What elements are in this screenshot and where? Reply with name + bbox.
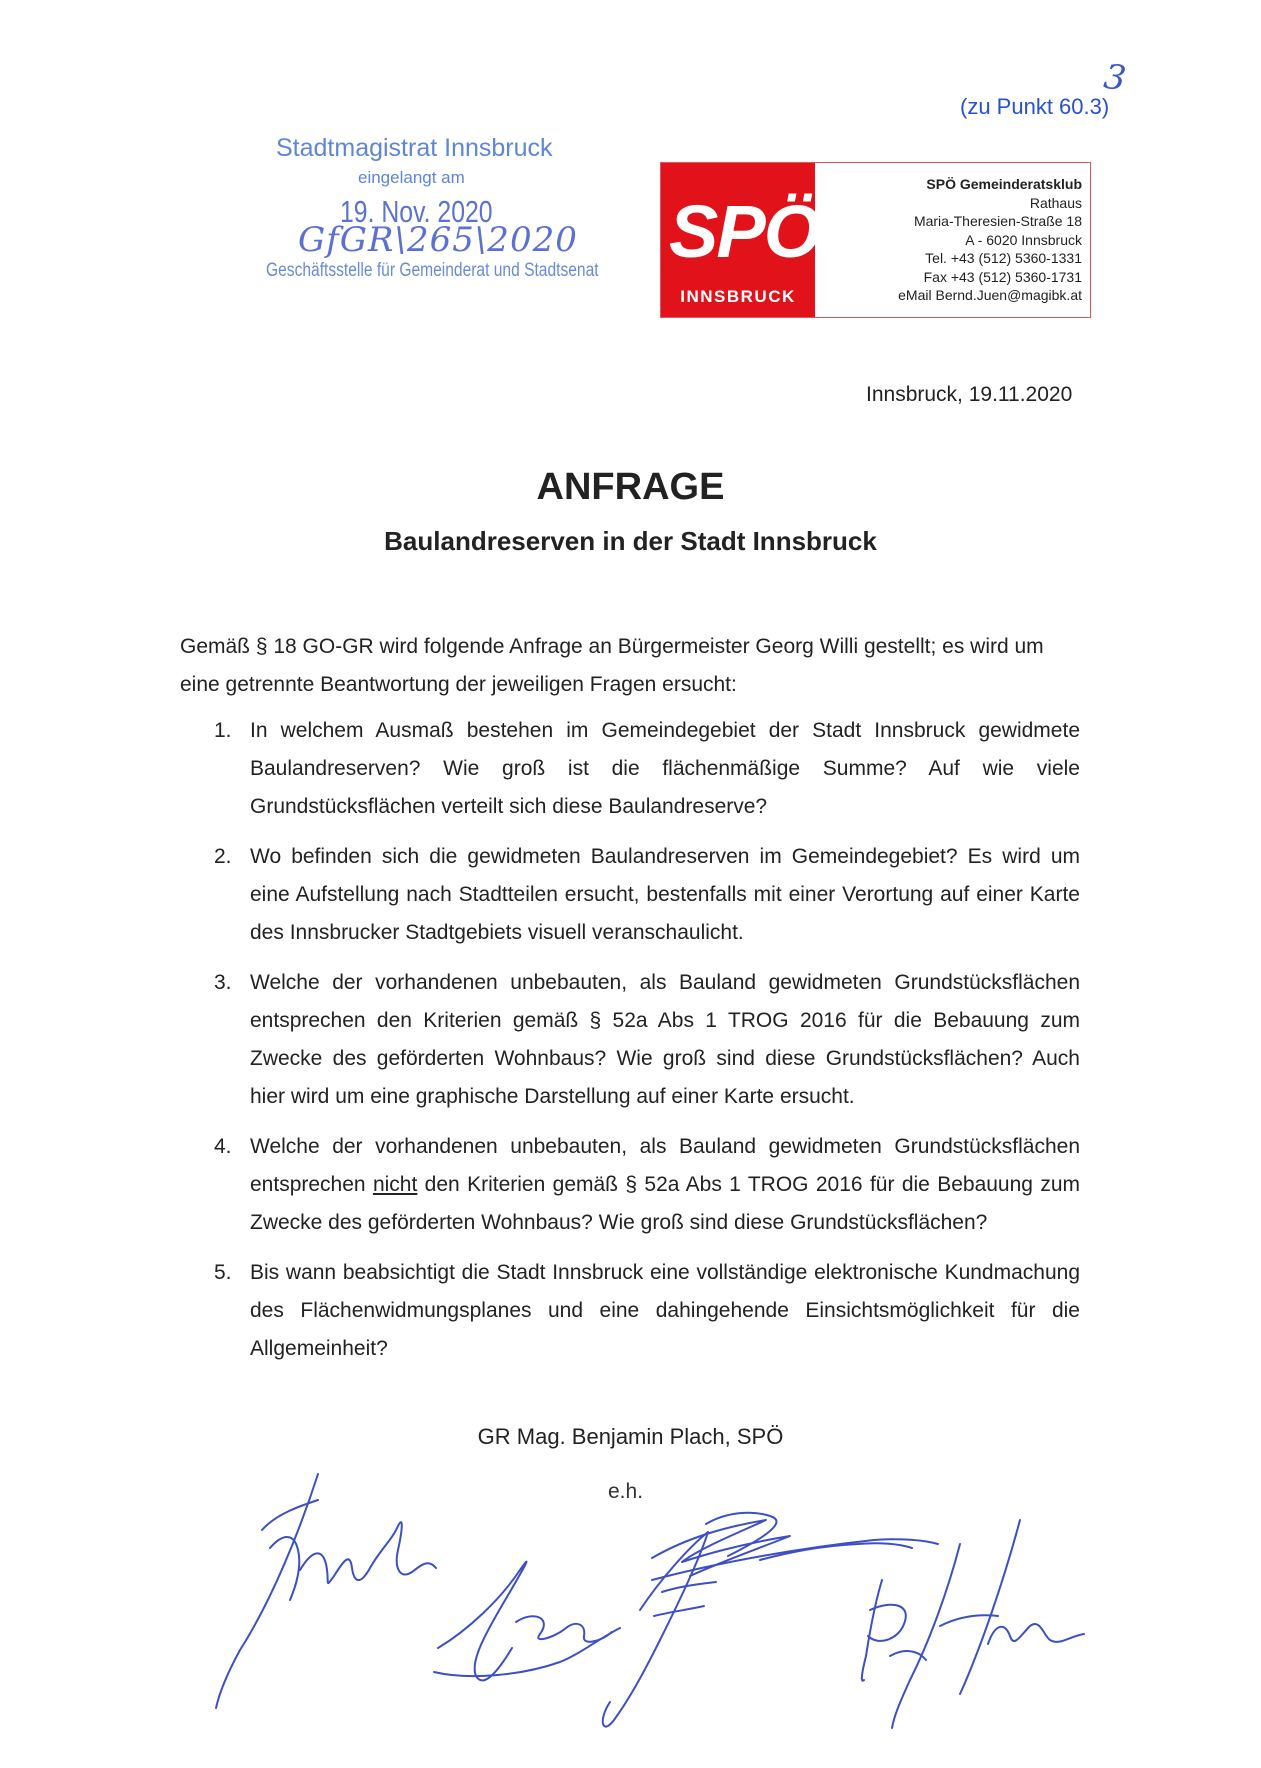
signatures xyxy=(0,1440,1261,1768)
signature-stroke xyxy=(434,1628,620,1676)
stamp-office: Geschäftsstelle für Gemeinderat und Stadtsenat xyxy=(266,260,599,281)
item-number: 4. xyxy=(214,1135,232,1158)
item-text: den Kriterien gemäß § 52a Abs 1 TROG 2016 für die Bebauung zum Zwecke des geförderten Wohnbaus? Wie groß sind diese Grundstücksflächen? xyxy=(250,1173,1081,1234)
signature-stroke xyxy=(940,1615,1084,1644)
signature-stroke xyxy=(654,1582,716,1616)
stamp-date: 19. Nov. 2020 xyxy=(340,194,493,229)
signature-stroke xyxy=(862,1580,882,1681)
question-list xyxy=(180,712,1080,1380)
signature-stroke xyxy=(892,1544,960,1728)
signature-stroke xyxy=(300,1522,436,1583)
item-text: Welche der vorhandenen unbebauten, als Bauland gewidmeten Grundstücksflächen entsprechen xyxy=(250,1135,1080,1196)
signature-stroke xyxy=(960,1520,1020,1694)
signature-stroke xyxy=(438,1562,527,1681)
club-address xyxy=(898,175,1082,305)
document-title: ANFRAGE xyxy=(536,466,725,508)
received-stamp xyxy=(258,130,599,290)
item-number: 3. xyxy=(214,971,232,994)
item-text: Bis wann beabsichtigt die Stadt Innsbruck eine vollständige elektronische Kundmachung des Flächenwidmungsplanes und eine dahingehende Einsichtsmöglichkeit für die Allgemeinheit? xyxy=(250,1261,1080,1360)
stamp-received-label: eingelangt am xyxy=(358,168,465,187)
item-text: Wo befinden sich die gewidmeten Baulandreserven im Gemeindegebiet? Es wird um eine Aufstellung nach Stadtteilen ersucht, bestenfalls mit einer Verortung auf einer Karte des Innsbrucker Stadtgebiets visuell veranschaulicht. xyxy=(250,845,1080,944)
list-item xyxy=(180,964,1080,1116)
stamp-title: Stadtmagistrat Innsbruck xyxy=(276,134,553,162)
item-text-emphasis: nicht xyxy=(372,1173,418,1196)
address-line: Rathaus xyxy=(1029,194,1082,211)
spo-logo xyxy=(661,163,820,317)
signature-note: e.h. xyxy=(608,1480,644,1503)
fax-line: Fax +43 (512) 5360-1731 xyxy=(923,268,1082,285)
item-number: 1. xyxy=(214,719,232,742)
spo-logo-mark: SPÖ xyxy=(669,190,820,273)
signature-stroke xyxy=(216,1474,318,1708)
list-item xyxy=(180,1128,1080,1242)
handwritten-page-mark: 3 xyxy=(1101,56,1129,100)
signature-stroke xyxy=(516,1616,612,1642)
list-item xyxy=(180,1254,1080,1368)
place-date: Innsbruck, 19.11.2020 xyxy=(866,383,1073,406)
author-line: GR Mag. Benjamin Plach, SPÖ xyxy=(477,1424,784,1449)
page-reference: (zu Punkt 60.3) xyxy=(960,94,1110,119)
address-line: A - 6020 Innsbruck xyxy=(965,231,1082,248)
stamp-handwritten-reference: GfGR\265\2020 xyxy=(298,220,578,260)
email-line: eMail Bernd.Juen@magibk.at xyxy=(898,287,1082,303)
item-number: 5. xyxy=(214,1261,232,1284)
list-item xyxy=(180,838,1080,952)
club-name: SPÖ Gemeinderatsklub xyxy=(926,176,1082,192)
document-subtitle: Baulandreserven in der Stadt Innsbruck xyxy=(384,526,877,556)
intro-paragraph: Gemäß § 18 GO-GR wird folgende Anfrage an Bürgermeister Georg Willi gestellt; es wird um eine getrennte Beantwortung der jeweiligen Fragen ersucht: xyxy=(180,635,1044,696)
letterhead xyxy=(660,162,1091,318)
spo-logo-city: INNSBRUCK xyxy=(680,287,796,306)
address-line: Maria-Theresien-Straße 18 xyxy=(913,213,1082,229)
item-text: Welche der vorhandenen unbebauten, als Bauland gewidmeten Grundstücksflächen entsprechen den Kriterien gemäß § 52a Abs 1 TROG 2016 für die Bebauung zum Zwecke des geförderten Wohnbaus? Wie groß sind diese Grundstücksflächen? Auch hier wird um eine graphische Darstellung auf einer Karte ersucht. xyxy=(250,971,1080,1108)
phone-line: Tel. +43 (512) 5360-1331 xyxy=(925,250,1082,266)
item-number: 2. xyxy=(214,845,232,868)
list-item xyxy=(180,712,1080,826)
item-text: In welchem Ausmaß bestehen im Gemeindegebiet der Stadt Innsbruck gewidmete Baulandreserven? Wie groß ist die flächenmäßige Summe? Auf wie viele Grundstücksflächen verteilt sich diese Baulandreserve? xyxy=(250,719,1080,818)
